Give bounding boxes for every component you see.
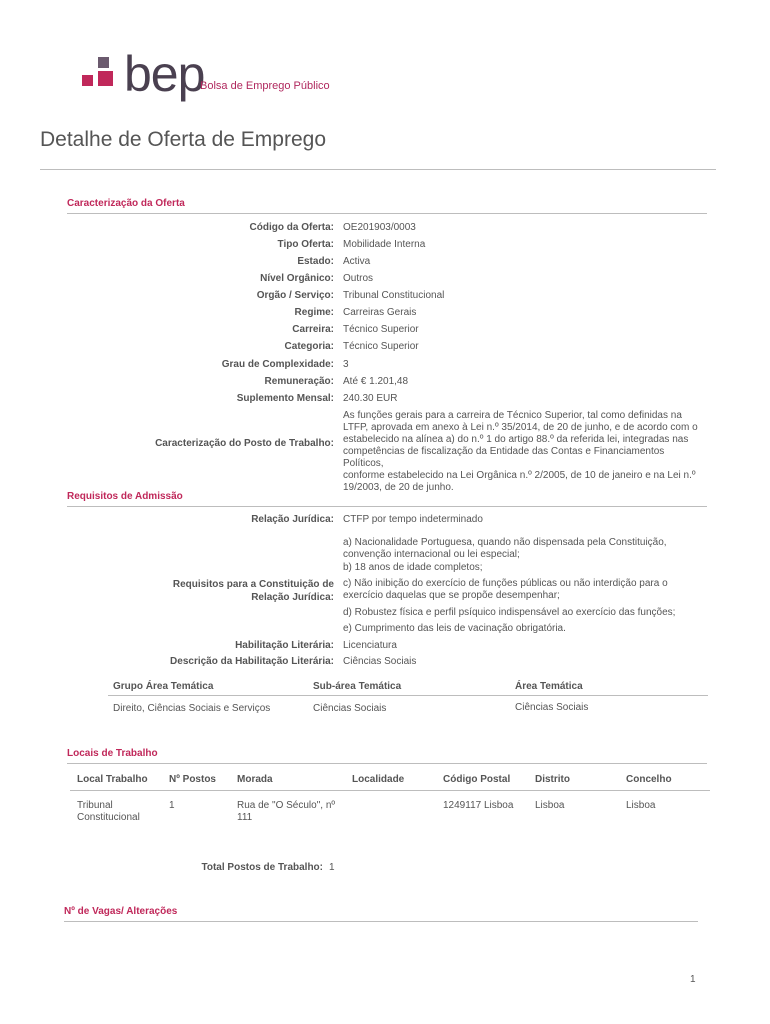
table-cell-distrito: Lisboa xyxy=(535,800,565,811)
description-line: As funções gerais para a carreira de Técnico Superior, tal como definidas na xyxy=(343,410,682,421)
requisito-item xyxy=(343,578,703,602)
field-label: Tipo Oferta: xyxy=(277,239,334,250)
table-cell-codigo-postal: 1249117 Lisboa xyxy=(443,800,514,811)
requisito-line: a) Nacionalidade Portuguesa, quando não dispensada pela Constituição, xyxy=(343,537,667,548)
field-label: Suplemento Mensal: xyxy=(236,393,334,404)
field-label: Nível Orgânico: xyxy=(260,273,334,284)
column-header: Concelho xyxy=(626,774,672,785)
table-cell-morada xyxy=(237,800,335,824)
field-value: Até € 1.201,48 xyxy=(343,376,409,387)
description-line: competências de fiscalização da Entidade das Contas e Financiamentos Políticos, xyxy=(343,446,665,469)
requisito-item xyxy=(343,537,703,561)
field-label: Carreira: xyxy=(292,324,334,335)
table-cell: Ciências Sociais xyxy=(515,702,589,713)
descricao-habilitacao-label: Descrição da Habilitação Literária: xyxy=(170,656,334,667)
table-cell: Direito, Ciências Sociais e Serviços xyxy=(113,703,271,714)
field-value: Tribunal Constitucional xyxy=(343,290,445,301)
requisitos-constituicao-label xyxy=(34,578,334,604)
relacao-juridica-label: Relação Jurídica: xyxy=(251,514,334,525)
relacao-juridica-value: CTFP por tempo indeterminado xyxy=(343,514,483,525)
field-value: 3 xyxy=(343,359,349,370)
field-label: Remuneração: xyxy=(264,376,334,387)
description-line: estabelecido na alínea a) do n.º 1 do artigo 88.º da referida lei, integradas nas xyxy=(343,434,689,445)
requisito-line: e) Cumprimento das leis de vacinação obrigatória. xyxy=(343,623,566,634)
total-postos-label: Total Postos de Trabalho: xyxy=(201,862,323,873)
cell-line: Rua de "O Século", nº xyxy=(237,800,336,811)
column-header: Localidade xyxy=(352,774,405,785)
field-value: Técnico Superior xyxy=(343,341,419,352)
column-header: Área Temática xyxy=(515,681,583,692)
page-number: 1 xyxy=(690,974,696,985)
total-postos-value: 1 xyxy=(329,862,335,873)
section-caracterizacao-title: Caracterização da Oferta xyxy=(67,198,185,209)
brand-subtitle: Bolsa de Emprego Público xyxy=(200,80,330,92)
section-requisitos-title: Requisitos de Admissão xyxy=(67,491,183,502)
page-title: Detalhe de Oferta de Emprego xyxy=(40,128,327,151)
requisito-line: exercício daquelas que se propõe desempenhar; xyxy=(343,590,560,601)
section-locais-title: Locais de Trabalho xyxy=(67,748,158,759)
requisito-item xyxy=(343,562,703,573)
table-cell-concelho: Lisboa xyxy=(626,800,656,811)
habilitacao-value: Licenciatura xyxy=(343,640,397,651)
requisito-line: b) 18 anos de idade completos; xyxy=(343,562,483,573)
field-value: Mobilidade Interna xyxy=(343,239,426,250)
description-line: conforme estabelecido na Lei Orgânica n.º 2/2005, de 10 de janeiro e na Lei n.º xyxy=(343,470,696,481)
description-line: 19/2003, de 20 de junho. xyxy=(343,482,454,493)
requisito-item xyxy=(343,607,703,618)
section-divider xyxy=(64,921,698,922)
label-line: Requisitos para a Constituição de xyxy=(172,579,334,590)
section-divider xyxy=(67,763,707,764)
field-label: Orgão / Serviço: xyxy=(256,290,334,301)
table-divider xyxy=(108,695,708,696)
column-header: Código Postal xyxy=(443,774,511,785)
requisito-line: d) Robustez física e perfil psíquico indispensável ao exercício das funções; xyxy=(343,607,676,618)
label-line: Relação Jurídica: xyxy=(251,592,334,603)
cell-line: Tribunal xyxy=(77,800,113,811)
requisito-item xyxy=(343,623,703,634)
column-header: Nº Postos xyxy=(169,774,216,785)
descricao-habilitacao-value: Ciências Sociais xyxy=(343,656,417,667)
column-header: Local Trabalho xyxy=(77,774,148,785)
column-header: Distrito xyxy=(535,774,570,785)
table-cell-postos: 1 xyxy=(169,800,175,811)
title-divider xyxy=(40,169,716,170)
table-cell-local xyxy=(77,800,140,824)
section-divider xyxy=(67,213,707,214)
field-label: Regime: xyxy=(294,307,334,318)
requisito-line: convenção internacional ou lei especial; xyxy=(343,549,520,560)
brand-logo-text: bep xyxy=(124,46,205,102)
habilitacao-label: Habilitação Literária: xyxy=(235,640,334,651)
field-value: Técnico Superior xyxy=(343,324,419,335)
cell-line: 111 xyxy=(237,812,253,823)
field-value: Activa xyxy=(343,256,371,267)
table-divider xyxy=(70,790,710,791)
column-header: Morada xyxy=(237,774,273,785)
section-vagas-title: Nº de Vagas/ Alterações xyxy=(64,906,178,917)
field-label: Estado: xyxy=(297,256,334,267)
requisito-line: c) Não inibição do exercício de funções públicas ou não interdição para o xyxy=(343,578,668,589)
table-cell: Ciências Sociais xyxy=(313,703,387,714)
description-line: LTFP, aprovada em anexo à Lei n.º 35/2014, de 20 de junho, e de acordo com o xyxy=(343,422,698,433)
field-value: Carreiras Gerais xyxy=(343,307,417,318)
cell-line: Constitucional xyxy=(77,812,140,823)
bep-logo-mark xyxy=(82,57,122,93)
field-value: 240.30 EUR xyxy=(343,393,398,404)
field-label: Categoria: xyxy=(284,341,334,352)
field-value: Outros xyxy=(343,273,374,284)
field-label: Grau de Complexidade: xyxy=(221,359,334,370)
field-label: Código da Oferta: xyxy=(249,222,334,233)
section-divider xyxy=(67,506,707,507)
column-header: Grupo Área Temática xyxy=(113,681,214,692)
posto-trabalho-description xyxy=(343,410,703,494)
field-value: OE201903/0003 xyxy=(343,222,416,233)
column-header: Sub-área Temática xyxy=(313,681,402,692)
posto-trabalho-label: Caracterização do Posto de Trabalho: xyxy=(155,438,334,449)
